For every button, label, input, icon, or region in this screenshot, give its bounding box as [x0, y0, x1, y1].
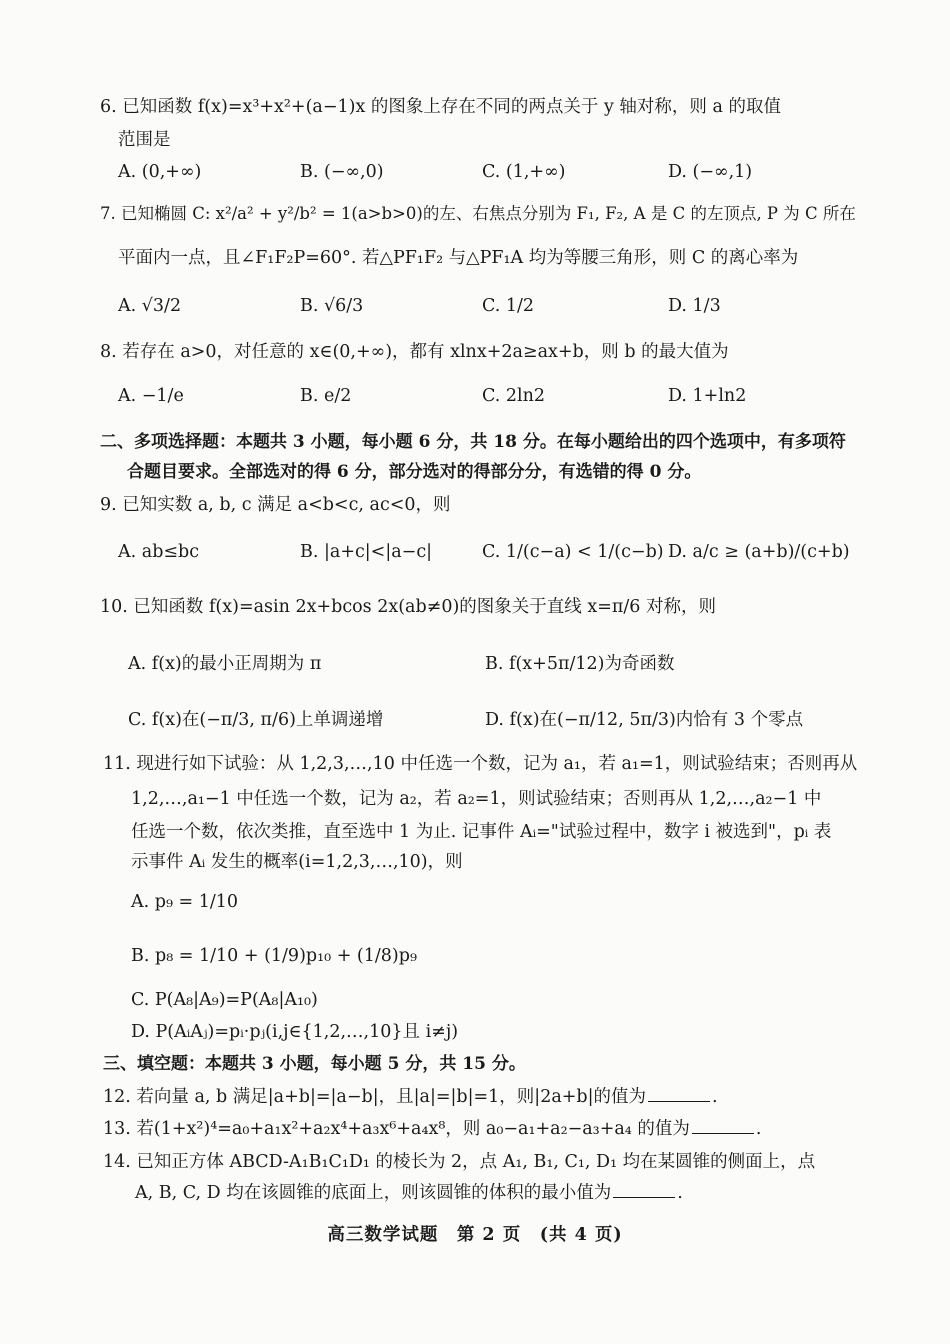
q14-text-line2: A, B, C, D 均在该圆锥的底面上，则该圆锥的体积的最小值为 [135, 1183, 612, 1203]
q14-answer-blank[interactable] [613, 1181, 675, 1198]
section2-heading-line2: 合题目要求。全部选对的得 6 分，部分选对的得部分分，有选错的得 0 分。 [127, 462, 702, 482]
q11-stem-line1: 11. 现进行如下试验：从 1,2,3,…,10 中任选一个数，记为 a₁，若 a₁=1，则试验结束；否则再从 [103, 754, 858, 774]
q13-line [103, 1117, 761, 1141]
q12-line [103, 1085, 718, 1109]
q9-option-d: D. a/c ≥ (a+b)/(c+b) [668, 542, 850, 562]
q10-option-c: C. f(x)在(−π/3, π/6)上单调递增 [128, 710, 384, 730]
q7-stem-line1: 7. 已知椭圆 C: x²/a² + y²/b² = 1(a>b>0)的左、右焦点分别为 F₁, F₂, A 是 C 的左顶点, P 为 C 所在 [100, 204, 856, 223]
q13-text: 13. 若(1+x²)⁴=a₀+a₁x²+a₂x⁴+a₃x⁶+a₄x⁸，则 a₀−a₁+a₂−a₃+a₄ 的值为 [103, 1119, 690, 1139]
q6-option-c: C. (1,+∞) [482, 162, 566, 182]
q7-option-c: C. 1/2 [482, 296, 535, 316]
q11-option-c: C. P(A₈|A₉)=P(A₈|A₁₀) [131, 990, 318, 1010]
q7-stem-line2: 平面内一点，且∠F₁F₂P=60°. 若△PF₁F₂ 与△PF₁A 均为等腰三角形，则 C 的离心率为 [118, 248, 799, 268]
q12-end: . [712, 1087, 718, 1107]
q11-stem-line3: 任选一个数，依次类推，直至选中 1 为止. 记事件 Aᵢ="试验过程中，数字 i 被选到"，pᵢ 表 [131, 822, 832, 842]
q8-option-d: D. 1+ln2 [668, 386, 747, 406]
q8-option-c: C. 2ln2 [482, 386, 546, 406]
q6-stem-line1: 6. 已知函数 f(x)=x³+x²+(a−1)x 的图象上存在不同的两点关于 y 轴对称，则 a 的取值 [100, 97, 781, 117]
q8-option-a: A. −1/e [118, 386, 184, 406]
q9-option-a: A. ab≤bc [118, 542, 200, 562]
q11-option-a: A. p₉ = 1/10 [131, 892, 239, 912]
q11-option-d: D. P(AᵢAⱼ)=pᵢ·pⱼ(i,j∈{1,2,…,10}且 i≠j) [131, 1022, 459, 1042]
q11-option-b: B. p₈ = 1/10 + (1/9)p₁₀ + (1/8)p₉ [131, 946, 417, 966]
q6-stem-line2: 范围是 [118, 130, 171, 150]
q9-option-b: B. |a+c|<|a−c| [300, 542, 433, 562]
section2-heading-line1: 二、多项选择题：本题共 3 小题，每小题 6 分，共 18 分。在每小题给出的四个选项中，有多项符 [100, 432, 846, 452]
q11-stem-line2: 1,2,…,a₁−1 中任选一个数，记为 a₂，若 a₂=1，则试验结束；否则再从 1,2,…,a₂−1 中 [131, 789, 822, 809]
q14-end: . [677, 1183, 683, 1203]
q13-end: . [755, 1119, 762, 1139]
q6-option-d: D. (−∞,1) [668, 162, 753, 182]
q13-answer-blank[interactable] [692, 1117, 754, 1134]
section3-heading: 三、填空题：本题共 3 小题，每小题 5 分，共 15 分。 [103, 1054, 526, 1074]
q9-stem: 9. 已知实数 a, b, c 满足 a<b<c, ac<0，则 [100, 495, 451, 515]
q12-text: 12. 若向量 a, b 满足|a+b|=|a−b|，且|a|=|b|=1，则|2a+b|的值为 [103, 1087, 647, 1107]
q8-stem: 8. 若存在 a>0，对任意的 x∈(0,+∞)，都有 xlnx+2a≥ax+b，则 b 的最大值为 [100, 342, 729, 362]
q10-option-a: A. f(x)的最小正周期为 π [128, 654, 322, 674]
q10-option-b: B. f(x+5π/12)为奇函数 [485, 654, 675, 674]
q7-option-d: D. 1/3 [668, 296, 721, 316]
q10-option-d: D. f(x)在(−π/12, 5π/3)内恰有 3 个零点 [485, 710, 804, 730]
q14-stem-line1: 14. 已知正方体 ABCD-A₁B₁C₁D₁ 的棱长为 2，点 A₁, B₁, C₁, D₁ 均在某圆锥的侧面上，点 [103, 1152, 816, 1172]
q14-line2 [135, 1181, 683, 1205]
q12-answer-blank[interactable] [648, 1085, 710, 1102]
q9-option-c: C. 1/(c−a) < 1/(c−b) [482, 542, 664, 562]
page-footer: 高三数学试题 第 2 页 (共 4 页) [327, 1225, 623, 1245]
q7-option-b: B. √6/3 [300, 296, 364, 316]
q6-option-b: B. (−∞,0) [300, 162, 384, 182]
q7-option-a: A. √3/2 [118, 296, 182, 316]
q8-option-b: B. e/2 [300, 386, 352, 406]
q11-stem-line4: 示事件 Aᵢ 发生的概率(i=1,2,3,…,10)，则 [131, 852, 463, 872]
q10-stem: 10. 已知函数 f(x)=asin 2x+bcos 2x(ab≠0)的图象关于直线 x=π/6 对称，则 [100, 597, 716, 617]
q6-option-a: A. (0,+∞) [118, 162, 202, 182]
